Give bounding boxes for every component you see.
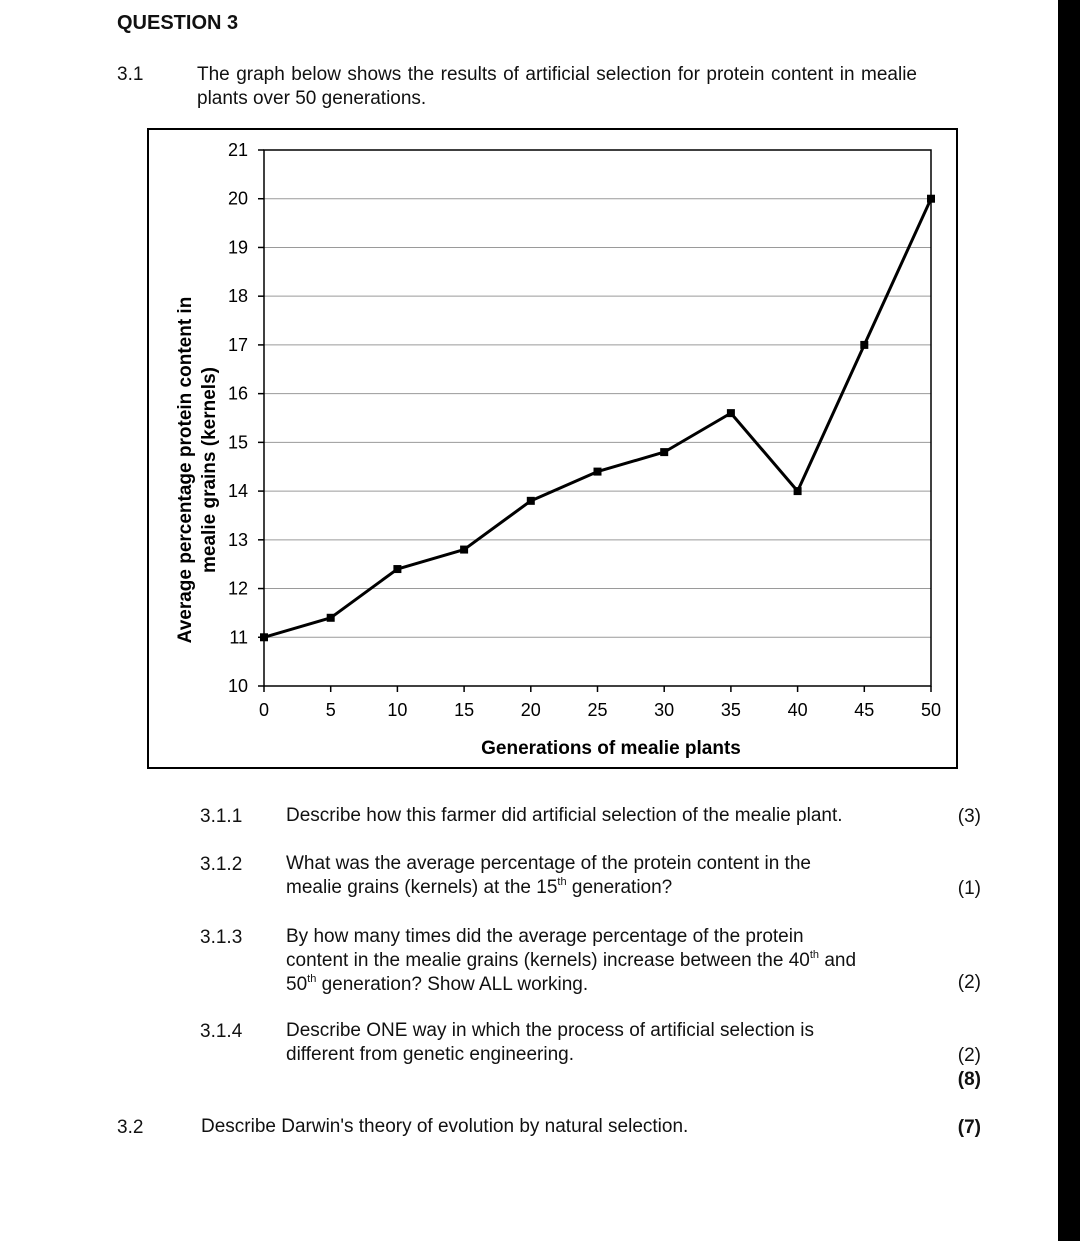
data-point [860, 341, 868, 349]
q314-number: 3.1.4 [200, 1021, 243, 1042]
y-tick-label: 11 [229, 627, 248, 648]
q313-line1: By how many times did the average percentage of the protein [286, 926, 804, 947]
x-tick-label: 30 [654, 700, 675, 720]
q312-number: 3.1.2 [200, 854, 243, 875]
x-axis [259, 686, 941, 720]
q314-line1: Describe ONE way in which the process of artificial selection is [286, 1020, 814, 1041]
data-point [794, 487, 802, 495]
data-point [393, 565, 401, 573]
y-tick-label: 20 [227, 188, 248, 209]
x-tick-label: 45 [854, 700, 875, 720]
data-point [460, 546, 468, 554]
q313-marks: (2) [957, 972, 981, 993]
y-tick-label: 15 [227, 432, 248, 453]
x-tick-label: 50 [920, 700, 942, 720]
q313-text [286, 925, 915, 997]
q313-number: 3.1.3 [200, 927, 243, 948]
q313-line2: content in the mealie grains (kernels) increase between the 40th and [286, 948, 857, 971]
y-tick-label: 19 [227, 237, 248, 258]
q31-number: 3.1 [117, 64, 144, 85]
q311-marks: (3) [957, 806, 981, 827]
q32-text: Describe Darwin's theory of evolution by natural selection. [201, 1116, 689, 1137]
x-tick-label: 35 [720, 700, 741, 720]
q312-text [286, 852, 915, 900]
y-axis-label-line1: Average percentage protein content in [175, 296, 196, 644]
y-tick-label: 12 [227, 578, 248, 599]
x-tick-label: 20 [520, 700, 541, 720]
q32-marks: (7) [957, 1117, 981, 1138]
data-point [327, 614, 335, 622]
y-axis-label-line2: mealie grains (kernels) [199, 367, 220, 573]
q311-text: Describe how this farmer did artificial selection of the mealie plant. [286, 805, 843, 826]
x-axis-label: Generations of mealie plants [481, 738, 741, 759]
protein-line-chart [149, 130, 956, 767]
data-points [260, 195, 935, 642]
data-point [727, 409, 735, 417]
data-point [594, 468, 602, 476]
q32-number: 3.2 [117, 1117, 144, 1138]
data-point [260, 633, 268, 641]
x-tick-label: 10 [387, 700, 408, 720]
x-tick-label: 0 [258, 700, 270, 720]
y-tick-label: 18 [227, 286, 248, 307]
q313-line3: 50th generation? Show ALL working. [286, 972, 589, 995]
q314-marks: (2) [957, 1045, 981, 1066]
question-title: QUESTION 3 [117, 12, 239, 34]
y-tick-label: 10 [227, 676, 248, 696]
y-axis-label [175, 297, 220, 644]
data-point [927, 195, 935, 203]
chart-frame [147, 128, 958, 769]
x-tick-label: 25 [587, 700, 608, 720]
q312-marks: (1) [957, 878, 981, 899]
q31-total-marks: (8) [957, 1069, 981, 1090]
y-tick-label: 21 [227, 140, 248, 160]
x-tick-label: 15 [454, 700, 475, 720]
q312-line2: mealie grains (kernels) at the 15th generation? [286, 875, 673, 898]
series-line [264, 199, 931, 638]
q314-line2: different from genetic engineering. [286, 1044, 574, 1065]
y-tick-label: 14 [227, 481, 248, 502]
q314-text [286, 1019, 915, 1067]
y-tick-label: 16 [227, 383, 248, 404]
y-axis [228, 140, 264, 696]
q312-line1: What was the average percentage of the protein content in the [286, 853, 811, 874]
y-tick-label: 13 [227, 529, 248, 550]
data-point [660, 448, 668, 456]
data-point [527, 497, 535, 505]
x-tick-label: 40 [787, 700, 808, 720]
q31-intro: The graph below shows the results of artificial selection for protein content in mealie plants over 50 generations. [197, 64, 917, 109]
q311-number: 3.1.1 [200, 806, 243, 827]
y-tick-label: 17 [227, 334, 248, 355]
x-tick-label: 5 [325, 700, 336, 720]
